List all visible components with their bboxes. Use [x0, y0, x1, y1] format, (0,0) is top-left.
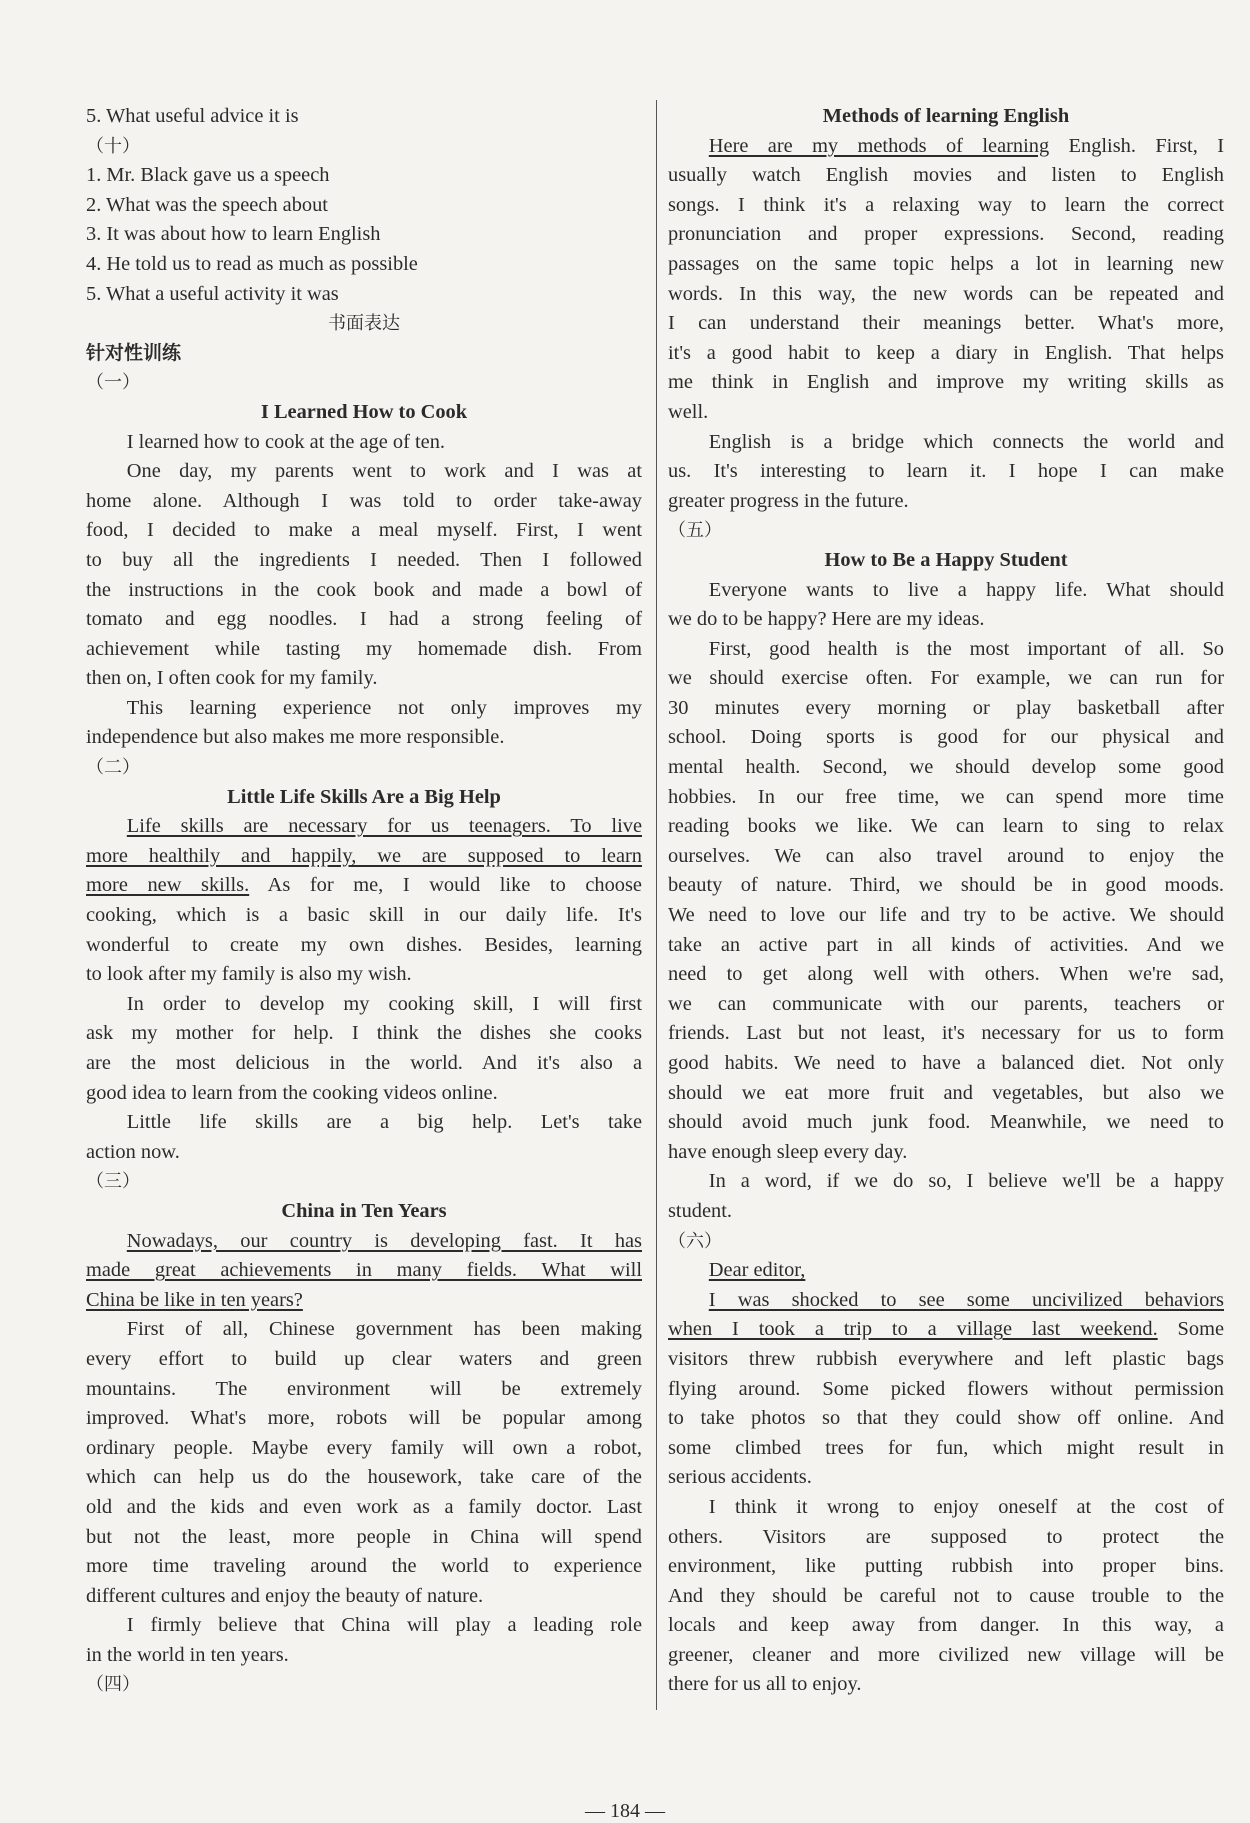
text-line: 30 minutes every morning or play basketball after	[668, 696, 1224, 719]
text-line: First of all, Chinese government has been making	[126, 1318, 642, 1341]
text-line: should we eat more fruit and vegetables, but also we	[668, 1081, 1224, 1104]
text-line: need to get along well with others. When we're sad,	[668, 963, 1224, 986]
text-line: environment, like putting rubbish into proper bins.	[668, 1555, 1224, 1578]
text-line: I think it wrong to enjoy oneself at the cost of	[708, 1495, 1224, 1518]
text-line: First, good health is the most important of all. So	[708, 637, 1224, 660]
text-line: us. It's interesting to learn it. I hope I can make	[668, 460, 1224, 483]
text-tail: English. First, I	[1049, 134, 1224, 157]
text-line: food, I decided to make a meal myself. First, I went	[86, 519, 642, 542]
text-line: mental health. Second, we should develop some good	[668, 756, 1224, 779]
text-line: Everyone wants to live a happy life. What should	[708, 578, 1224, 601]
text-line: to look after my family is also my wish.	[86, 963, 412, 986]
text-line: mountains. The environment will be extremely	[86, 1377, 642, 1400]
text-line: good idea to learn from the cooking videos online.	[86, 1081, 498, 1104]
text-line: to take photos so that they could show off online. And	[668, 1407, 1224, 1430]
text-line: to buy all the ingredients I needed. Then I followed	[86, 548, 642, 571]
underlined-text: Here are my methods of learning	[708, 134, 1050, 157]
text-line: locals and keep away from danger. In this way, a	[668, 1614, 1224, 1637]
underlined-text: when I took a trip to a village last weekend.	[668, 1318, 1158, 1341]
essay-title: I Learned How to Cook	[260, 400, 468, 423]
text-line: independence but also makes me more responsible.	[86, 726, 505, 749]
section-heading: 书面表达	[328, 313, 400, 335]
underlined-text: Life skills are necessary for us teenagers. To live	[126, 815, 642, 838]
text-line: words. In this way, the new words can be repeated and	[668, 282, 1224, 305]
text-line	[668, 1256, 1224, 1286]
text-line: it's a good habit to keep a diary in English. That helps	[668, 341, 1224, 364]
text-line	[86, 871, 642, 901]
text-line: songs. I think it's a relaxing way to learn the correct	[668, 193, 1224, 216]
text-line: reading books we like. We can learn to sing to relax	[668, 815, 1224, 838]
text-line: 5. What a useful activity it was	[86, 282, 339, 305]
page-number: — 184 —	[585, 1800, 665, 1822]
text-line: 3. It was about how to learn English	[86, 223, 381, 246]
text-line	[86, 1227, 642, 1257]
text-line: we can communicate with our parents, teachers or	[668, 992, 1224, 1015]
underlined-text: more new skills.	[86, 874, 250, 897]
text-line: greater progress in the future.	[668, 489, 909, 512]
text-line: school. Doing sports is good for our physical and	[668, 726, 1224, 749]
text-line: 2. What was the speech about	[86, 193, 328, 216]
text-line: We need to love our life and try to be active. We should	[668, 904, 1224, 927]
section-number: （三）	[86, 1171, 140, 1193]
text-line: serious accidents.	[668, 1466, 812, 1489]
text-line: others. Visitors are supposed to protect the	[668, 1525, 1224, 1548]
text-line: hobbies. In our free time, we can spend more time	[668, 785, 1224, 808]
text-line	[668, 1286, 1224, 1316]
text-line: cooking, which is a basic skill in our daily life. It's	[86, 904, 642, 927]
text-line: flying around. Some picked flowers without permission	[668, 1377, 1224, 1400]
essay-title: China in Ten Years	[281, 1199, 447, 1222]
section-number: （一）	[86, 372, 140, 394]
text-line: Little life skills are a big help. Let's take	[126, 1111, 642, 1134]
underlined-text: more healthily and happily, we are supposed to learn	[86, 844, 642, 867]
underlined-text: I was shocked to see some uncivilized behaviors	[708, 1288, 1224, 1311]
text-line: usually watch English movies and listen to English	[668, 164, 1224, 187]
left-column	[86, 102, 642, 1700]
essay-title: Little Life Skills Are a Big Help	[227, 785, 501, 808]
section-number: （六）	[668, 1230, 722, 1252]
text-line: ourselves. We can also travel around to enjoy the	[668, 844, 1224, 867]
column-divider	[656, 100, 657, 1710]
text-line: visitors threw rubbish everywhere and left plastic bags	[668, 1347, 1224, 1370]
text-line: beauty of nature. Third, we should be in good moods.	[668, 874, 1224, 897]
right-column	[668, 102, 1224, 1700]
text-line: good habits. We need to have a balanced diet. Not only	[668, 1052, 1224, 1074]
text-line: have enough sleep every day.	[668, 1140, 908, 1163]
text-line: pronunciation and proper expressions. Second, reading	[668, 223, 1224, 246]
essay-title: Methods of learning English	[822, 105, 1070, 127]
text-line: greener, cleaner and more civilized new village will be	[668, 1643, 1224, 1666]
text-line: then on, I often cook for my family.	[86, 667, 378, 690]
text-line: In a word, if we do so, I believe we'll be a happy	[708, 1170, 1224, 1193]
text-line: 4. He told us to read as much as possible	[86, 252, 418, 275]
text-line: we should exercise often. For example, we can run for	[668, 667, 1224, 690]
text-line: 5. What useful advice it is	[86, 105, 299, 127]
text-line: but not the least, more people in China will spend	[86, 1525, 642, 1548]
text-line: friends. Last but not least, it's necessary for us to form	[668, 1022, 1224, 1045]
text-tail: Some	[1157, 1318, 1224, 1341]
underlined-text: Dear editor,	[708, 1259, 806, 1282]
text-line: some climbed trees for fun, which might result in	[668, 1436, 1224, 1459]
section-number: （二）	[86, 757, 140, 779]
text-line: in the world in ten years.	[86, 1643, 289, 1666]
text-line: 1. Mr. Black gave us a speech	[86, 164, 330, 187]
text-line	[86, 812, 642, 842]
text-line: I firmly believe that China will play a leading role	[126, 1614, 642, 1637]
text-line: different cultures and enjoy the beauty of nature.	[86, 1584, 484, 1607]
text-line: English is a bridge which connects the world and	[708, 430, 1224, 453]
section-number: （五）	[668, 520, 722, 542]
essay-title: How to Be a Happy Student	[824, 548, 1068, 571]
text-line: well.	[668, 400, 709, 423]
underlined-text: made great achievements in many fields. What will	[86, 1259, 642, 1282]
text-line: improved. What's more, robots will be popular among	[86, 1407, 642, 1430]
section-number: （十）	[86, 135, 140, 157]
underlined-text: China be like in ten years?	[86, 1288, 303, 1311]
text-line: home alone. Although I was told to order take-away	[86, 489, 642, 512]
text-line	[86, 842, 642, 872]
text-line: me think in English and improve my writing skills as	[668, 371, 1224, 394]
text-line	[668, 132, 1224, 162]
text-line	[86, 1286, 642, 1316]
text-line: student.	[668, 1199, 732, 1222]
text-line: I can understand their meanings better. What's more,	[668, 312, 1224, 335]
text-line: In order to develop my cooking skill, I will first	[126, 992, 642, 1015]
text-line: wonderful to create my own dishes. Besides, learning	[86, 933, 642, 956]
text-line: should avoid much junk food. Meanwhile, we need to	[668, 1111, 1224, 1134]
text-line: passages on the same topic helps a lot in learning new	[668, 252, 1224, 275]
text-line	[86, 1256, 642, 1286]
text-line: every effort to build up clear waters and green	[86, 1347, 642, 1370]
text-line: there for us all to enjoy.	[668, 1673, 862, 1696]
text-line: One day, my parents went to work and I was at	[126, 460, 642, 483]
text-line: action now.	[86, 1140, 180, 1163]
section-subheading: 针对性训练	[86, 341, 182, 364]
text-line	[668, 1315, 1224, 1345]
section-number: （四）	[86, 1674, 140, 1696]
text-line: we do to be happy? Here are my ideas.	[668, 608, 985, 631]
text-line: tomato and egg noodles. I had a strong feeling of	[86, 608, 642, 631]
text-line: This learning experience not only improves my	[126, 696, 642, 719]
text-line: And they should be careful not to cause trouble to the	[668, 1584, 1224, 1607]
text-line: ordinary people. Maybe every family will own a robot,	[86, 1436, 642, 1459]
text-line: old and the kids and even work as a family doctor. Last	[86, 1495, 642, 1518]
text-line: which can help us do the housework, take care of the	[86, 1466, 642, 1489]
underlined-text: Nowadays, our country is developing fast. It has	[126, 1229, 642, 1252]
text-line: I learned how to cook at the age of ten.	[126, 430, 445, 453]
text-line: ask my mother for help. I think the dishes she cooks	[86, 1022, 642, 1045]
text-line: take an active part in all kinds of activities. And we	[668, 933, 1224, 956]
text-tail: As for me, I would like to choose	[249, 874, 642, 897]
text-line: more time traveling around the world to experience	[86, 1555, 642, 1578]
text-line: are the most delicious in the world. And it's also a	[86, 1052, 642, 1074]
text-line: the instructions in the cook book and made a bowl of	[86, 578, 642, 601]
text-line: achievement while tasting my homemade dish. From	[86, 637, 642, 660]
